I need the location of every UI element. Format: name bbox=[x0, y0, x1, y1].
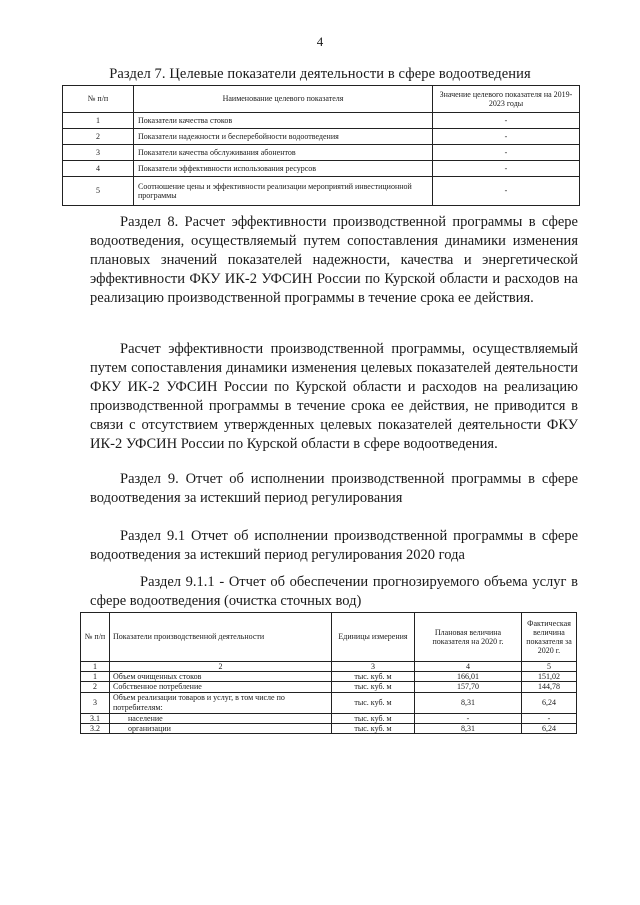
indicator-name: Показатели эффективности использования ресурсов bbox=[134, 161, 433, 177]
section-8-explanation-paragraph bbox=[90, 340, 578, 454]
column-header-indicators: Показатели производственной деятельности bbox=[110, 613, 332, 662]
column-header-fact: Фактическая величина показателя за 2020 г. bbox=[522, 613, 577, 662]
row-number: 1 bbox=[81, 672, 110, 682]
table-row bbox=[81, 723, 577, 733]
column-number: 4 bbox=[415, 662, 522, 672]
section-9-1-text: Раздел 9.1 Отчет об исполнении производственной программы в сфере водоотведения за истекший период регулирования 2020 года bbox=[90, 528, 578, 563]
table-row bbox=[81, 692, 577, 713]
section-8-explanation-text: Расчет эффективности производственной программы, осуществляемый путем сопоставления динамики изменения целевых показателей деятельности ФКУ ИК-2 УФСИН России по Курской области и расходов на реализацию производственной программы в течение срока ее действия, не приводится в связи с отсутствием утвержденных целевых показателей деятельности ФКУ ИК-2 УФСИН России по Курской области в сфере водоотведения. bbox=[90, 341, 578, 452]
fact-value: 6,24 bbox=[522, 692, 577, 713]
column-number: 2 bbox=[110, 662, 332, 672]
indicator-name: Соотношение цены и эффективности реализации мероприятий инвестиционной программы bbox=[134, 177, 433, 206]
section-8-paragraph bbox=[90, 213, 578, 308]
indicator-value: - bbox=[433, 129, 580, 145]
table-row bbox=[81, 672, 577, 682]
table-row bbox=[81, 713, 577, 723]
row-number: 3.2 bbox=[81, 723, 110, 733]
section-9-1-1-text: Раздел 9.1.1 - Отчет об обеспечении прогнозируемого объема услуг в сфере водоотведения (очистка сточных вод) bbox=[90, 574, 578, 609]
indicator-name: Показатели качества стоков bbox=[134, 113, 433, 129]
unit: тыс. куб. м bbox=[332, 672, 415, 682]
table-header-row bbox=[63, 86, 580, 113]
column-number: 1 bbox=[81, 662, 110, 672]
indicator-value: - bbox=[433, 177, 580, 206]
fact-value: 151,02 bbox=[522, 672, 577, 682]
indicator-value: - bbox=[433, 113, 580, 129]
table-row bbox=[63, 113, 580, 129]
column-header-units: Единицы измерения bbox=[332, 613, 415, 662]
indicator-value: - bbox=[433, 145, 580, 161]
section-7-heading: Раздел 7. Целевые показатели деятельности в сфере водоотведения bbox=[109, 66, 531, 82]
column-number: 3 bbox=[332, 662, 415, 672]
column-numbers-row bbox=[81, 662, 577, 672]
table-row bbox=[63, 145, 580, 161]
unit: тыс. куб. м bbox=[332, 682, 415, 692]
column-header-value: Значение целевого показателя на 2019-2023 годы bbox=[433, 86, 580, 113]
row-number: 3.1 bbox=[81, 713, 110, 723]
table-row bbox=[63, 177, 580, 206]
unit: тыс. куб. м bbox=[332, 723, 415, 733]
indicator-name: Собственное потребление bbox=[110, 682, 332, 692]
column-header-number: № п/п bbox=[63, 86, 134, 113]
plan-value: 8,31 bbox=[415, 723, 522, 733]
row-number: 3 bbox=[81, 692, 110, 713]
table-header-row bbox=[81, 613, 577, 662]
table-row bbox=[63, 161, 580, 177]
plan-value: 8,31 bbox=[415, 692, 522, 713]
indicator-name: организации bbox=[110, 723, 332, 733]
indicator-name: Объем реализации товаров и услуг, в том числе по потребителям: bbox=[110, 692, 332, 713]
column-header-number: № п/п bbox=[81, 613, 110, 662]
row-number: 2 bbox=[63, 129, 134, 145]
row-number: 2 bbox=[81, 682, 110, 692]
indicator-name: Объем очищенных стоков bbox=[110, 672, 332, 682]
row-number: 5 bbox=[63, 177, 134, 206]
column-header-indicator-name: Наименование целевого показателя bbox=[134, 86, 433, 113]
plan-value: 166,01 bbox=[415, 672, 522, 682]
indicator-name: население bbox=[110, 713, 332, 723]
fact-value: - bbox=[522, 713, 577, 723]
column-number: 5 bbox=[522, 662, 577, 672]
row-number: 3 bbox=[63, 145, 134, 161]
row-number: 4 bbox=[63, 161, 134, 177]
table-row bbox=[81, 682, 577, 692]
page-number: 4 bbox=[316, 34, 324, 49]
section-9-1-1-heading bbox=[90, 573, 578, 611]
row-number: 1 bbox=[63, 113, 134, 129]
section-9-text: Раздел 9. Отчет об исполнении производственной программы в сфере водоотведения за истекший период регулирования bbox=[90, 471, 578, 506]
unit: тыс. куб. м bbox=[332, 692, 415, 713]
target-indicators-table bbox=[62, 85, 580, 206]
plan-value: - bbox=[415, 713, 522, 723]
services-volume-report-table bbox=[80, 612, 577, 734]
indicator-name: Показатели качества обслуживания абонентов bbox=[134, 145, 433, 161]
unit: тыс. куб. м bbox=[332, 713, 415, 723]
fact-value: 144,78 bbox=[522, 682, 577, 692]
column-header-plan: Плановая величина показателя на 2020 г. bbox=[415, 613, 522, 662]
section-9-paragraph bbox=[90, 470, 578, 508]
table-row bbox=[63, 129, 580, 145]
indicator-value: - bbox=[433, 161, 580, 177]
section-8-text: Раздел 8. Расчет эффективности производственной программы в сфере водоотведения, осуществляемый путем сопоставления динамики изменения плановых значений показателей надежности, качества и энергетической эффективности ФКУ ИК-2 УФСИН России по Курской области и расходов на реализацию производственной программы в течение срока ее действия. bbox=[90, 214, 578, 306]
fact-value: 6,24 bbox=[522, 723, 577, 733]
indicator-name: Показатели надежности и бесперебойности водоотведения bbox=[134, 129, 433, 145]
plan-value: 157,70 bbox=[415, 682, 522, 692]
section-9-1-paragraph bbox=[90, 527, 578, 565]
